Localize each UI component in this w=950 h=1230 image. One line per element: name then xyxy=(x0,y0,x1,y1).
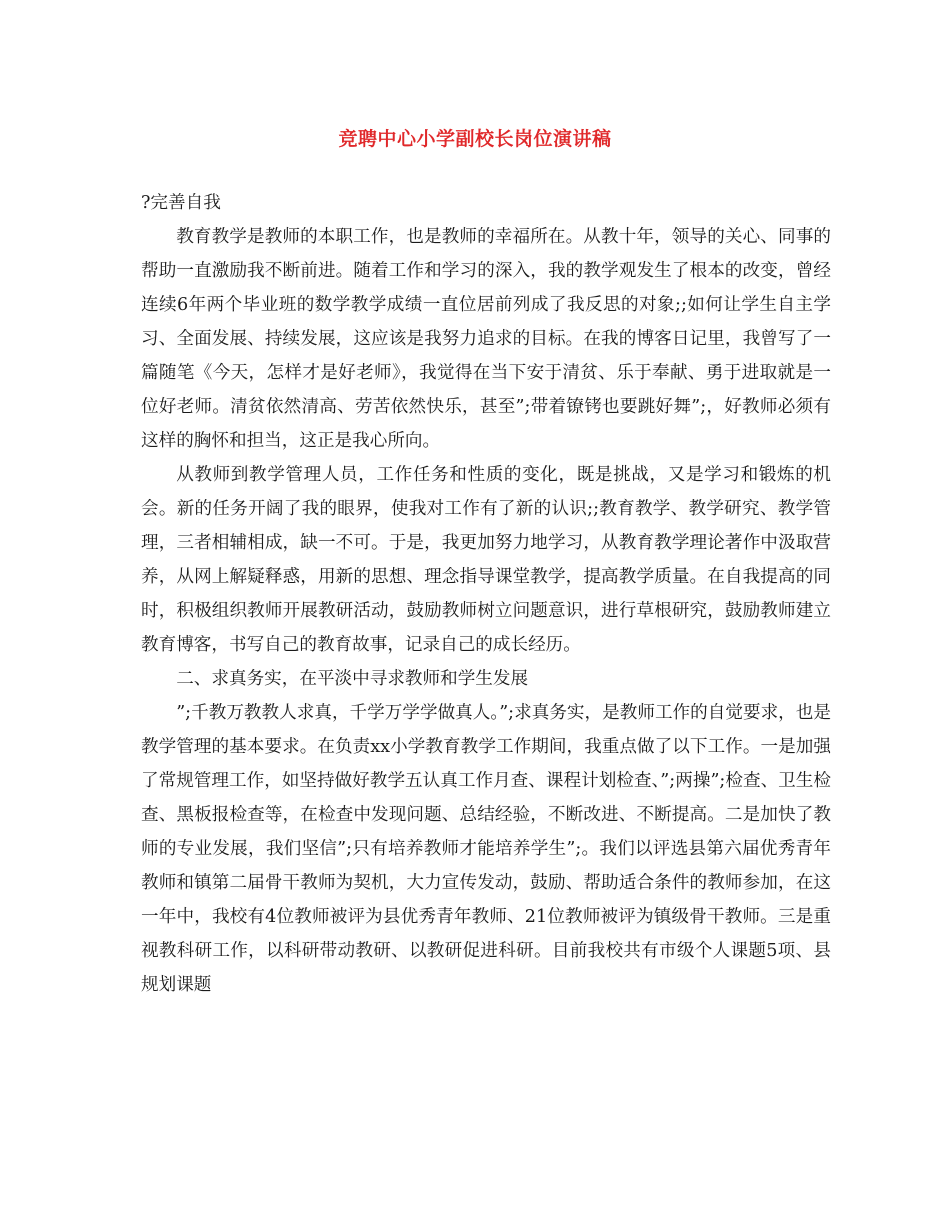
body-paragraph-3: ”;千教万教教人求真，千学万学学做真人。”;求真务实，是教师工作的自觉要求，也是教学管理的基本要求。在负责xx小学教育教学工作期间，我重点做了以下工作。一是加强了常规管理工作，如坚持做好教学五认真工作月查、课程计划检查、”;两操”;检查、卫生检查、黑板报检查等，在检查中发现问题、总结经验，不断改进、不断提高。二是加快了教师的专业发展，我们坚信”;只有培养教师才能培养学生”;。我们以评选县第六届优秀青年教师和镇第二届骨干教师为契机，大力宣传发动，鼓励、帮助适合条件的教师参加，在这一年中，我校有4位教师被评为县优秀青年教师、21位教师被评为镇级骨干教师。三是重视教科研工作，以科研带动教研、以教研促进科研。目前我校共有市级个人课题5项、县规划课题 xyxy=(141,703,831,995)
document-body xyxy=(141,186,831,1002)
section-heading-2: 二、求真务实，在平淡中寻求教师和学生发展 xyxy=(176,669,529,689)
body-paragraph-1: 教育教学是教师的本职工作，也是教师的幸福所在。从教十年，领导的关心、同事的帮助一直激励我不断前进。随着工作和学习的深入，我的教学观发生了根本的改变，曾经连续6年两个毕业班的数学教学成绩一直位居前列成了我反思的对象;;如何让学生自主学习、全面发展、持续发展，这应该是我努力追求的目标。在我的博客日记里，我曾写了一篇随笔《今天，怎样才是好老师》，我觉得在当下安于清贫、乐于奉献、勇于进取就是一位好老师。清贫依然清高、劳苦依然快乐，甚至”;带着镣铐也要跳好舞”;，好教师必须有这样的胸怀和担当，这正是我心所向。 xyxy=(141,227,831,451)
document-title: 竞聘中心小学副校长岗位演讲稿 xyxy=(338,128,612,150)
section-heading-1: ?完善自我 xyxy=(141,193,221,213)
body-paragraph-2: 从教师到教学管理人员，工作任务和性质的变化，既是挑战，又是学习和锻炼的机会。新的任务开阔了我的眼界，使我对工作有了新的认识;;教育教学、教学研究、教学管理，三者相辅相成，缺一不可。于是，我更加努力地学习，从教育教学理论著作中汲取营养，从网上解疑释惑，用新的思想、理念指导课堂教学，提高教学质量。在自我提高的同时，积极组织教师开展教研活动，鼓励教师树立问题意识，进行草根研究，鼓励教师建立教育博客，书写自己的教育故事，记录自己的成长经历。 xyxy=(141,465,831,655)
